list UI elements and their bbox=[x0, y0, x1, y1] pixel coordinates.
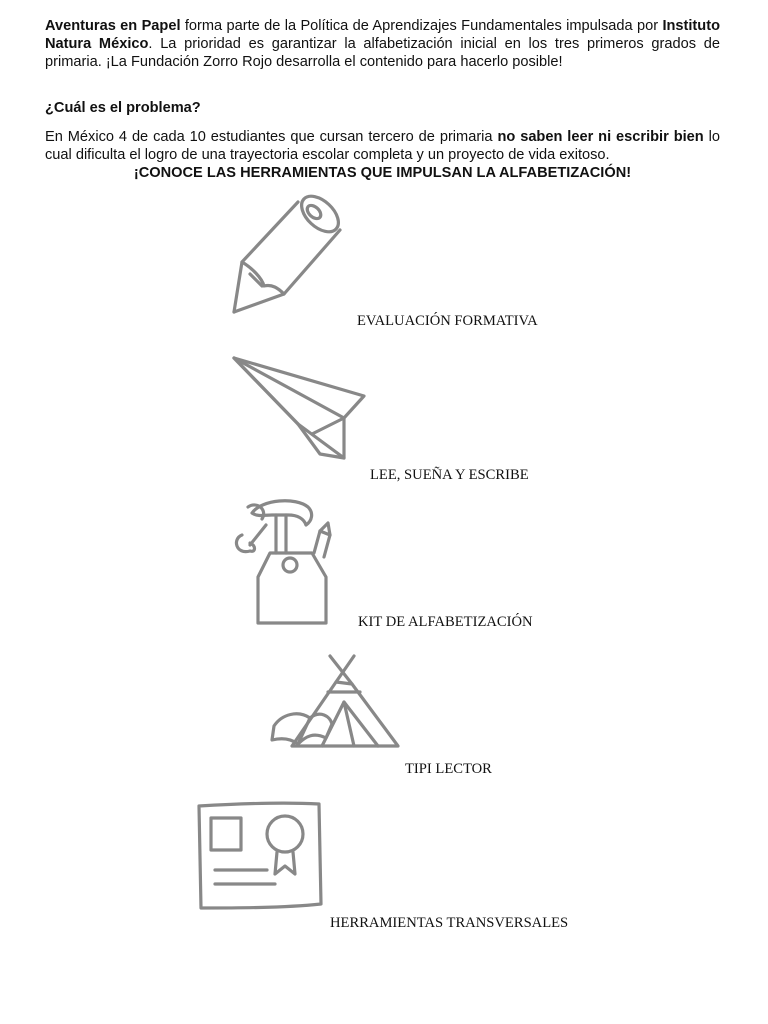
intro-text-1: forma parte de la Política de Aprendizajes Fundamentales impulsada por bbox=[180, 18, 663, 34]
problem-heading: ¿Cuál es el problema? bbox=[45, 100, 201, 116]
tool-label-transversales: HERRAMIENTAS TRANSVERSALES bbox=[330, 915, 569, 931]
tool-label-evaluacion: EVALUACIÓN FORMATIVA bbox=[357, 313, 538, 329]
problem-paragraph bbox=[45, 128, 720, 164]
intro-paragraph bbox=[45, 17, 720, 71]
tool-label-kit: KIT DE ALFABETIZACIÓN bbox=[358, 614, 533, 630]
toolbox-icon bbox=[228, 495, 336, 625]
tool-label-lee-suena: LEE, SUEÑA Y ESCRIBE bbox=[370, 467, 529, 483]
intro-text-2: . La prioridad es garantizar la alfabetización inicial en los tres primeros grados de primaria. ¡La Fundación Zorro Rojo desarrolla el contenido para hacerlo posible! bbox=[45, 36, 720, 70]
pencil-icon bbox=[228, 190, 346, 318]
program-name: Aventuras en Papel bbox=[45, 18, 181, 34]
paper-plane-icon bbox=[228, 354, 370, 464]
institute-name: Instituto Natura México bbox=[45, 18, 720, 52]
certificate-icon bbox=[193, 800, 325, 912]
tool-label-tipi: TIPI LECTOR bbox=[405, 761, 492, 777]
problem-text-1: En México 4 de cada 10 estudiantes que cursan tercero de primaria bbox=[45, 129, 498, 145]
problem-text-2: lo cual dificulta el logro de una trayectoria escolar completa y un proyecto de vida exitoso. bbox=[45, 129, 720, 163]
call-to-action-heading: ¡CONOCE LAS HERRAMIENTAS QUE IMPULSAN LA ALFABETIZACIÓN! bbox=[133, 165, 632, 181]
problem-highlight: no saben leer ni escribir bien bbox=[497, 129, 704, 145]
tipi-tent-icon bbox=[268, 652, 402, 752]
